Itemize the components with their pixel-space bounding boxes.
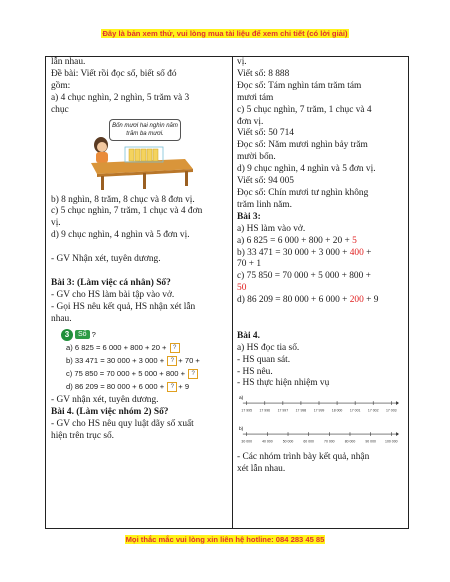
text-line: - HS nêu. bbox=[237, 366, 273, 377]
answer-value: 5 bbox=[352, 235, 357, 246]
answer-value: 400 bbox=[349, 247, 364, 258]
text-line: b) 8 nghìn, 8 trăm, 8 chục và 8 đơn vị. bbox=[51, 194, 195, 205]
tick-label: 17 996 bbox=[259, 409, 271, 414]
text-line: đơn vị. bbox=[237, 116, 264, 127]
text-line: - GV cho HS nêu quy luật dãy số xuất bbox=[51, 419, 194, 430]
tick-label: 17 999 bbox=[313, 409, 325, 414]
tick-label: 17 998 bbox=[295, 409, 307, 414]
answer-box: ? bbox=[188, 369, 198, 379]
text-line: c) 75 850 = 70 000 + 5 000 + 800 + bbox=[237, 271, 371, 282]
answer-value: 50 bbox=[237, 283, 247, 294]
answer-line: d) 86 209 = 80 000 + 6 000 + 200 + 9 bbox=[237, 295, 379, 306]
text-line: - HS quan sát. bbox=[237, 354, 291, 365]
tick-label: 17 997 bbox=[277, 409, 289, 414]
tick-label: 18 000 bbox=[331, 409, 343, 414]
tick-label: 90 000 bbox=[365, 439, 376, 444]
text-line: 70 + 1 bbox=[237, 259, 262, 270]
exercise-tag: Số bbox=[75, 330, 90, 339]
exercise-4-heading: Bài 4. (Làm việc nhóm 2) Số? bbox=[51, 407, 169, 418]
tick-label: 30 000 bbox=[241, 439, 252, 444]
tick-label: 40 000 bbox=[262, 439, 273, 444]
answer-4-heading: Bài 4. bbox=[237, 330, 260, 341]
text-line: c) 5 chục nghìn, 7 trăm, 1 chục và 4 đơn bbox=[51, 206, 203, 217]
text-line: vị. bbox=[51, 218, 61, 229]
text-line: - Các nhóm trình bày kết quả, nhận bbox=[237, 452, 370, 463]
number-line-label: a) bbox=[239, 396, 244, 402]
tick-label: 60 000 bbox=[303, 439, 314, 444]
text-line: d) 9 chục nghìn, 4 nghìn và 5 đơn vị. bbox=[51, 230, 190, 241]
text-line: lẫn nhau. bbox=[51, 57, 86, 67]
text-line: chục bbox=[51, 104, 69, 115]
text-line: mươi tám bbox=[237, 92, 274, 103]
number-line-a bbox=[239, 392, 399, 416]
exercise-number-badge: 3 bbox=[61, 329, 73, 341]
text-line: d) 9 chục nghìn, 4 nghìn và 5 đơn vị. bbox=[237, 164, 376, 175]
teacher-column bbox=[51, 57, 229, 443]
text-line: a) HS làm vào vở. bbox=[237, 223, 306, 234]
text-line: - Gọi HS nêu kết quả, HS nhận xét lẫn bbox=[51, 301, 196, 312]
text-line: mười bốn. bbox=[237, 152, 276, 163]
exercise-row: d) 86 209 = 80 000 + 6 000 + ? + 9 bbox=[66, 382, 190, 392]
text-line: Đề bài: Viết rồi đọc số, biết số đó bbox=[51, 68, 177, 79]
answer-3-heading: Bài 3: bbox=[237, 211, 261, 222]
student-column bbox=[237, 57, 405, 476]
text-line: - HS thực hiện nhiệm vụ bbox=[237, 378, 330, 389]
tick-label: 17 002 bbox=[367, 409, 379, 414]
tick-label: 17 003 bbox=[386, 409, 397, 414]
text-line: nhau. bbox=[51, 313, 72, 324]
text-line: - GV nhận xét, tuyên dương. bbox=[51, 395, 159, 406]
exercise-row: a) 6 825 = 6 000 + 800 + 20 + ? bbox=[61, 341, 229, 354]
exercise-row: c) 75 850 = 70 000 + 5 000 + 800 + ? bbox=[61, 367, 229, 380]
tick-label: 80 000 bbox=[344, 439, 356, 444]
speech-bubble: Bốn mươi hai nghìn năm trăm ba mươi. bbox=[109, 119, 181, 141]
tick-label: 70 000 bbox=[324, 439, 335, 444]
exercise-row: b) 33 471 = 30 000 + 3 000 + ? + 70 + bbox=[66, 356, 200, 366]
text-line: - GV Nhận xét, tuyên dương. bbox=[51, 254, 161, 265]
text-line: Đọc số: Năm mươi nghìn bảy trăm bbox=[237, 140, 368, 151]
lesson-table bbox=[45, 56, 409, 529]
exercise-3-box bbox=[61, 328, 229, 393]
tick-label: 17 995 bbox=[241, 409, 252, 414]
text-line: xét lẫn nhau. bbox=[237, 464, 286, 475]
number-line-b bbox=[239, 423, 399, 447]
text-line: a) HS đọc tia số. bbox=[237, 342, 300, 353]
text-line: Viết số: 8 888 bbox=[237, 68, 290, 79]
text-line: hiện trên trục số. bbox=[51, 431, 115, 442]
answer-line: a) 6 825 = 6 000 + 800 + 20 + 5 bbox=[237, 235, 357, 246]
column-divider bbox=[232, 57, 233, 528]
answer-box: ? bbox=[167, 382, 177, 392]
hotline-banner: Mọi thắc mắc vui lòng xin liên hệ hotline: 084 283 45 85 bbox=[125, 535, 325, 544]
answer-box: ? bbox=[167, 356, 177, 366]
text-line: gồm: bbox=[51, 80, 71, 91]
text-line: Viết số: 94 005 bbox=[237, 176, 294, 187]
text-line: Viết số: 50 714 bbox=[237, 128, 294, 139]
tick-label: 100 000 bbox=[385, 439, 398, 444]
text-line: - GV cho HS làm bài tập vào vở. bbox=[51, 289, 175, 300]
preview-banner: Đây là bản xem thử, vui lòng mua tài liệu để xem chi tiết (có lời giải) bbox=[102, 29, 348, 38]
text-line: Đọc số: Tám nghìn tám trăm tám bbox=[237, 80, 362, 91]
exercise-3-heading: Bài 3: (Làm việc cá nhân) Số? bbox=[51, 277, 171, 288]
answer-box: ? bbox=[170, 343, 180, 353]
student-desk-illustration bbox=[87, 119, 197, 191]
text-line: Đọc số: Chín mươi tư nghìn không bbox=[237, 187, 369, 198]
tick-label: 50 000 bbox=[282, 439, 294, 444]
question-mark: ? bbox=[91, 330, 96, 340]
desk-icon bbox=[87, 119, 197, 191]
text-line: vị. bbox=[237, 57, 247, 67]
text-line: trăm linh năm. bbox=[237, 199, 292, 210]
number-line-label: b) bbox=[239, 427, 244, 433]
answer-line: b) 33 471 = 30 000 + 3 000 + 400 + bbox=[237, 247, 372, 258]
text-line: c) 5 chục nghìn, 7 trăm, 1 chục và 4 bbox=[237, 104, 372, 115]
tick-label: 17 001 bbox=[349, 409, 361, 414]
text-line: a) 4 chục nghìn, 2 nghìn, 5 trăm và 3 bbox=[51, 92, 190, 103]
answer-value: 200 bbox=[349, 295, 364, 306]
